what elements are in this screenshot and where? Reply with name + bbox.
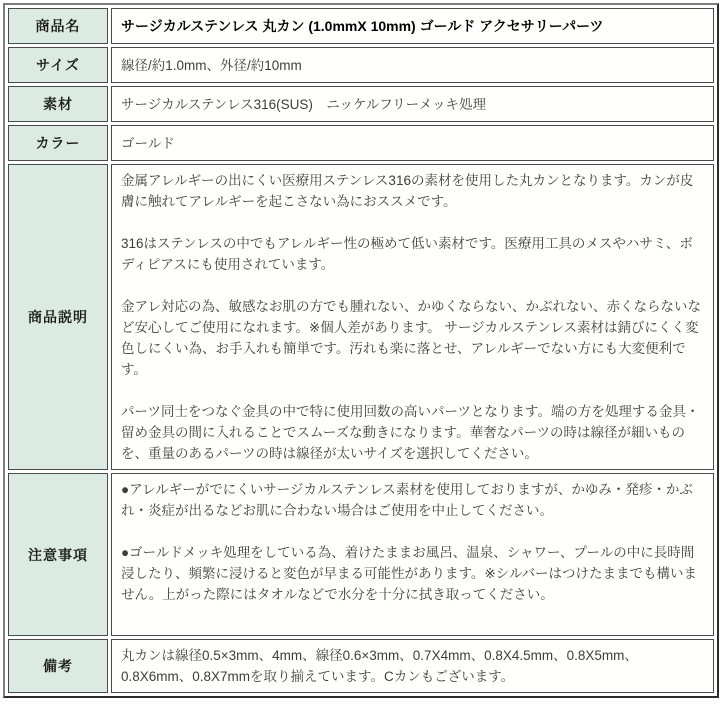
spec-paragraph: 金アレ対応の為、敏感なお肌の方でも腫れない、かゆくならない、かぶれない、赤くならないなど安心してご使用になれます。※個人差があります。 サージカルステンレス素材は錆びにくく変色しにくい為、お手入れも簡単です。汚れも楽に落とせ、アレルギーでない方にも大変便利です。: [121, 299, 701, 377]
spec-row-label: 商品説明: [8, 164, 108, 470]
spec-row-label: 備考: [8, 639, 108, 693]
spec-row-content: [111, 473, 714, 636]
product-spec-table: [3, 3, 719, 698]
spec-row-label: 商品名: [8, 8, 108, 44]
spec-paragraph: ●アレルギーがでにくいサージカルステンレス素材を使用しておりますが、かゆみ・発疹・かぶれ・炎症が出るなどお肌に合わない場合はご使用を中止してください。: [121, 482, 693, 518]
spec-paragraph: 金属アレルギーの出にくい医療用ステンレス316の素材を使用した丸カンとなります。カンが皮膚に触れてアレルギーを起こさない為におススメです。: [121, 173, 694, 209]
spec-row-size: [8, 47, 714, 83]
spec-paragraph: 316はステンレスの中でもアレルギー性の極めて低い素材です。医療用工具のメスやハサミ、ボディピアスにも使用されています。: [121, 236, 693, 272]
spec-row-content: [111, 164, 714, 470]
spec-row-remarks: [8, 639, 714, 693]
spec-row-content: [111, 47, 714, 83]
spec-paragraph: パーツ同士をつなぐ金具の中で特に使用回数の高いパーツとなります。端の方を処理する金具・留め金具の間に入れることでスムーズな動きになります。華奢なパーツの時は線径が細いものを、重量のあるパーツの時は線径が太いサイズを選択してください。: [121, 404, 700, 461]
spec-row-material: [8, 86, 714, 122]
spec-row-label: 素材: [8, 86, 108, 122]
spec-paragraph: 線径/約1.0mm、外径/約10mm: [121, 57, 302, 73]
spec-row-color: [8, 125, 714, 161]
spec-paragraph: サージカルステンレス 丸カン (1.0mmX 10mm) ゴールド アクセサリーパーツ: [121, 17, 604, 34]
spec-row-content: [111, 639, 714, 693]
spec-row-product-name: [8, 8, 714, 44]
spec-row-content: [111, 8, 714, 44]
spec-row-content: [111, 86, 714, 122]
spec-row-label: カラー: [8, 125, 108, 161]
spec-paragraph: ●ゴールドメッキ処理をしている為、着けたままお風呂、温泉、シャワー、プールの中に長時間浸したり、頻繁に浸けると変色が早まる可能性があります。※シルバーはつけたままでも構いません。上がった際にはタオルなどで水分を十分に拭き取ってください。: [121, 545, 697, 602]
spec-paragraph: 丸カンは線径0.5×3mm、4mm、線径0.6×3mm、0.7X4mm、0.8X4.5mm、0.8X5mm、0.8X6mm、0.8X7mmを取り揃えています。Cカンもございます。: [121, 648, 638, 684]
spec-row-label: 注意事項: [8, 473, 108, 636]
spec-row-description: [8, 164, 714, 470]
spec-paragraph: ゴールド: [121, 135, 175, 151]
spec-row-precautions: [8, 473, 714, 636]
spec-row-label: サイズ: [8, 47, 108, 83]
spec-row-content: [111, 125, 714, 161]
spec-paragraph: サージカルステンレス316(SUS) ニッケルフリーメッキ処理: [121, 96, 486, 112]
spec-table-body: [8, 8, 714, 693]
